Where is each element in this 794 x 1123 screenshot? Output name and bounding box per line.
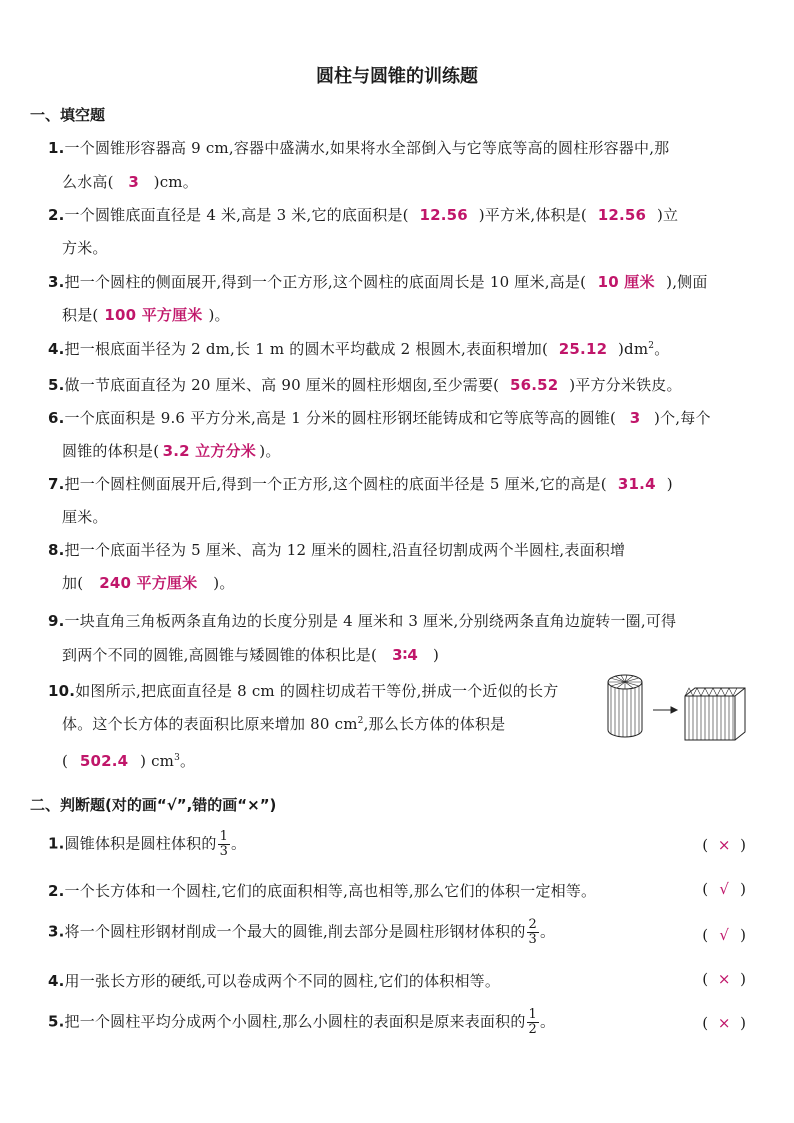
question-7-cont: 厘米。 — [62, 508, 108, 526]
question-4: 4.把一根底面半径为 2 dm,长 1 m 的圆木平均截成 2 根圆木,表面积增加( 25.12 )$dm^2$。 — [48, 340, 670, 358]
answer-8: 240 平方厘米 — [99, 574, 198, 592]
judge-5: 5.把一个圆柱平均分成两个小圆柱,那么小圆柱的表面积是原来表面积的 $\frac{1}{2}$ 。 — [48, 1007, 556, 1037]
answer-6a: 3 — [629, 409, 641, 427]
question-10: 10.如图所示,把底面直径是 8 cm 的圆柱切成若干等份,拼成一个近似的长方 — [48, 682, 559, 700]
judge-1: 1.圆锥体积是圆柱体积的 $\frac{1}{3}$ 。 — [48, 829, 247, 859]
answer-10: 502.4 — [79, 752, 129, 770]
judge-2-mark: ( √ ) — [702, 880, 746, 898]
question-10-cont2: ( 502.4 ) $cm^3$。 — [62, 752, 196, 770]
question-1: 1.一个圆锥形容器高 9 cm,容器中盛满水,如果将水全部倒入与它等底等高的圆柱形容器中,那 — [48, 139, 670, 157]
question-3: 3.把一个圆柱的侧面展开,得到一个正方形,这个圆柱的底面周长是 10 厘米,高是( 10 厘米 ),侧面 — [48, 273, 708, 291]
question-8: 8.把一个底面半径为 5 厘米、高为 12 厘米的圆柱,沿直径切割成两个半圆柱,表面积增 — [48, 541, 626, 559]
question-8-cont: 加( 240 平方厘米 )。 — [62, 574, 235, 592]
arrow-right-icon — [653, 707, 677, 713]
question-7: 7.把一个圆柱侧面展开后,得到一个正方形,这个圆柱的底面半径是 5 厘米,它的高是( 31.4 ) — [48, 475, 673, 493]
answer-6b: 3.2 立方分米 — [162, 442, 256, 460]
judge-1-mark: ( × ) — [702, 836, 746, 854]
judge-5-mark: ( × ) — [702, 1014, 746, 1032]
question-2-cont: 方米。 — [62, 239, 108, 257]
answer-2a: 12.56 — [419, 206, 468, 224]
answer-3a: 10 厘米 — [597, 273, 655, 291]
question-9-cont: 到两个不同的圆锥,高圆锥与矮圆锥的体积比是( 3∶4 ) — [62, 646, 440, 664]
fraction: $\frac{2}{3}$ — [528, 917, 538, 947]
question-3-cont: 积是( 100 平方厘米 )。 — [62, 306, 230, 324]
question-6: 6.一个底面积是 9.6 平方分米,高是 1 分米的圆柱形钢坯能铸成和它等底等高的圆锥( 3 )个,每个 — [48, 409, 711, 427]
answer-1: 3 — [128, 173, 139, 191]
judge-4-mark: ( × ) — [702, 970, 746, 988]
judge-3: 3.将一个圆柱形钢材削成一个最大的圆锥,削去部分是圆柱形钢材体积的 $\frac{2}{3}$ 。 — [48, 917, 556, 947]
question-10-cont: 体。这个长方体的表面积比原来增加 80 $cm^2$,那么长方体的体积是 — [62, 715, 506, 733]
answer-5: 56.52 — [509, 376, 559, 394]
cylinder-icon — [608, 675, 642, 737]
answer-4: 25.12 — [558, 340, 608, 358]
question-2: 2.一个圆锥底面直径是 4 米,高是 3 米,它的底面积是( 12.56 )平方米,体积是( 12.56 )立 — [48, 206, 679, 224]
judge-4: 4.用一张长方形的硬纸,可以卷成两个不同的圆柱,它们的体积相等。 — [48, 972, 501, 990]
cylinder-to-cuboid-figure — [605, 668, 750, 752]
answer-3b: 100 平方厘米 — [104, 306, 203, 324]
judge-3-mark: ( √ ) — [702, 926, 746, 944]
judge-2: 2.一个长方体和一个圆柱,它们的底面积相等,高也相等,那么它们的体积一定相等。 — [48, 882, 597, 900]
fraction: $\frac{1}{2}$ — [528, 1007, 538, 1037]
answer-7: 31.4 — [617, 475, 656, 493]
page-title: 圆柱与圆锥的训练题 — [316, 66, 478, 87]
cuboid-icon — [685, 688, 745, 740]
section-judge-heading: 二、判断题(对的画“√”,错的画“×”) — [30, 796, 277, 814]
question-5: 5.做一节底面直径为 20 厘米、高 90 厘米的圆柱形烟囱,至少需要( 56.52 )平方分米铁皮。 — [48, 376, 682, 394]
answer-9: 3∶4 — [392, 646, 418, 664]
question-6-cont: 圆锥的体积是( 3.2 立方分米 )。 — [62, 442, 281, 460]
section-fill-in-heading: 一、填空题 — [30, 106, 106, 124]
question-1-cont: 么水高( 3 )cm。 — [62, 173, 198, 191]
question-9: 9.一块直角三角板两条直角边的长度分别是 4 厘米和 3 厘米,分别绕两条直角边旋转一圈,可得 — [48, 612, 677, 630]
answer-2b: 12.56 — [597, 206, 647, 224]
fraction: $\frac{1}{3}$ — [219, 829, 229, 859]
